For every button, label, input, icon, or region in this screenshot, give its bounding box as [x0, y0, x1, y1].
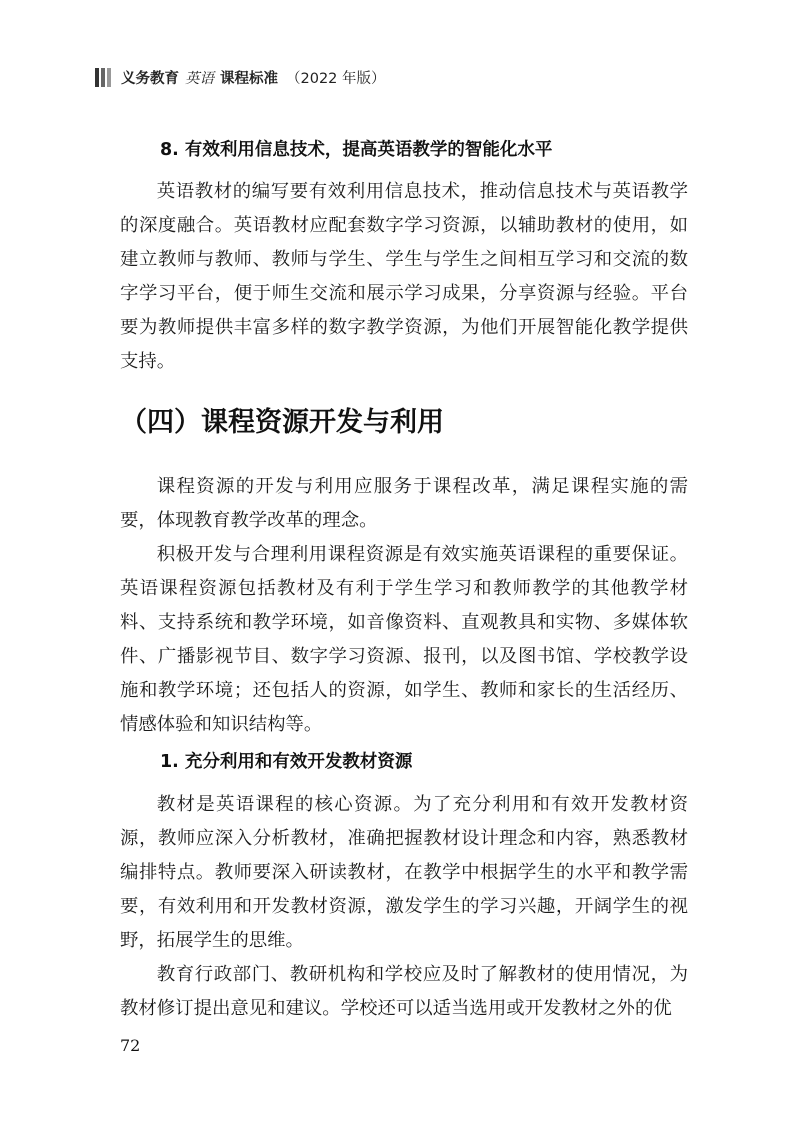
- paragraph-s1-1: 教材是英语课程的核心资源。为了充分利用和有效开发教材资源，教师应深入分析教材，准确把握教材设计理念和内容，熟悉教材编排特点。教师要深入研读教材，在教学中根据学生的水平和教学需要，有效利用和开发教材资源，激发学生的学习兴趣，开阔学生的视野，拓展学生的思维。: [120, 794, 688, 951]
- section-heading-8: 8. 有效利用信息技术，提高英语教学的智能化水平: [160, 140, 553, 160]
- chapter-heading-4: （四）课程资源开发与利用: [120, 407, 444, 438]
- paragraph-s8-1: 英语教材的编写要有效利用信息技术，推动信息技术与英语教学的深度融合。英语教材应配套数字学习资源，以辅助教材的使用，如建立教师与教师、教师与学生、学生与学生之间相互学习和交流的数字学习平台，便于师生交流和展示学习成果，分享资源与经验。平台要为教师提供丰富多样的数字教学资源，为他们开展智能化教学提供支持。: [120, 181, 688, 372]
- paragraph-s1-2: 教育行政部门、教研机构和学校应及时了解教材的使用情况，为教材修订提出意见和建议。学校还可以适当选用或开发教材之外的优: [120, 964, 688, 1019]
- paragraph-ch4-2: 积极开发与合理利用课程资源是有效实施英语课程的重要保证。英语课程资源包括教材及有利于学生学习和教师教学的其他教学材料、支持系统和教学环境，如音像资料、直观教具和实物、多媒体软件、广播影视节目、数字学习资源、报刊，以及图书馆、学校教学设施和教学环境；还包括人的资源，如学生、教师和家长的生活经历、情感体验和知识结构等。: [120, 544, 688, 735]
- section-heading-1: 1. 充分利用和有效开发教材资源: [160, 752, 413, 772]
- paragraph-ch4-1: 课程资源的开发与利用应服务于课程改革，满足课程实施的需要，体现教育教学改革的理念。: [120, 476, 688, 531]
- header-bars-icon: [95, 68, 113, 87]
- header-book-title: 义务教育: [121, 70, 179, 87]
- header-book-title-2: 课程标准: [220, 70, 278, 87]
- running-header: [95, 66, 386, 88]
- page-number: 72: [120, 1036, 141, 1055]
- header-edition: （2022 年版）: [286, 70, 386, 87]
- header-subject: 英语: [185, 70, 214, 87]
